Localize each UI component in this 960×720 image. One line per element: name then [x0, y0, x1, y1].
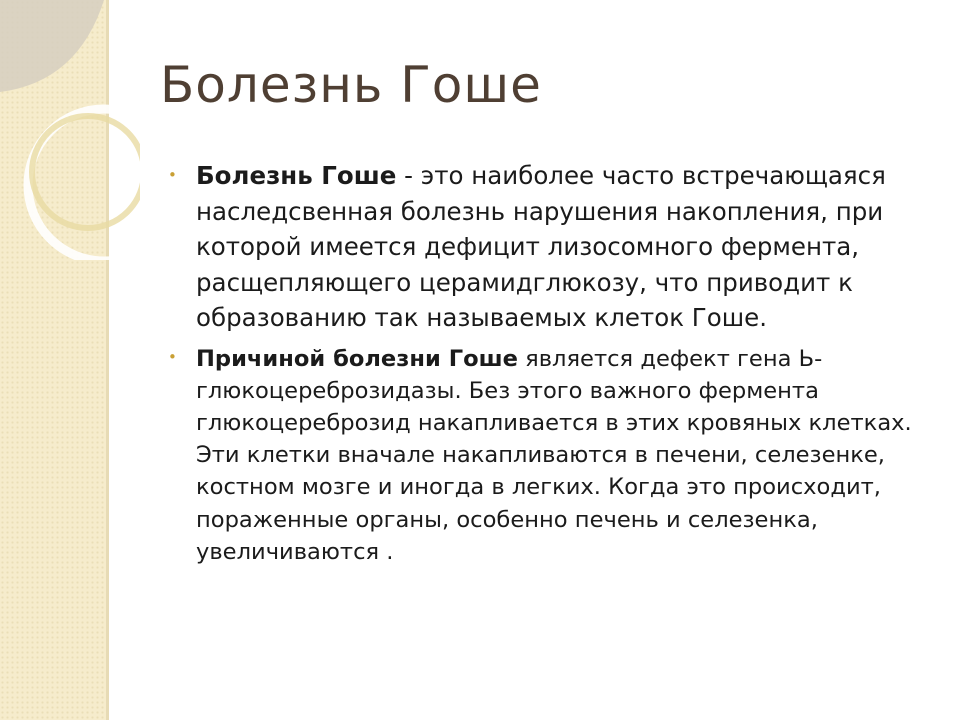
- bullet-item: [168, 158, 896, 336]
- bullet-item: [168, 343, 938, 568]
- decorative-circles-icon: [0, 0, 140, 260]
- slide-body: [168, 158, 938, 568]
- bullet-lead: Болезнь Гоше: [196, 161, 397, 190]
- bullet-dot-icon: •: [168, 166, 177, 184]
- bullet-lead: Причиной болезни Гоше: [196, 345, 518, 372]
- corner-shape: [0, 0, 104, 92]
- bullet-text: - это наиболее часто встречающаяся наследсвенная болезнь нарушения накопления, при которой имеется дефицит лизосомного фермента, расщепляющего церамидглюкозу, что приводит к образованию так называемых клеток Гоше.: [196, 161, 886, 332]
- bullet-text: является дефект гена Ь-глюкоцереброзидазы. Без этого важного фермента глюкоцереброзид накапливается в этих кровяных клетках. Эти клетки вначале накапливаются в печени, селезенке, костном мозге и иногда в легких. Когда это происходит, пораженные органы, особенно печень и селезенка, увеличиваются .: [196, 345, 912, 565]
- slide-title: Болезнь Гоше: [160, 56, 542, 114]
- inner-ring-icon: [32, 116, 140, 228]
- bullet-dot-icon: •: [168, 347, 177, 366]
